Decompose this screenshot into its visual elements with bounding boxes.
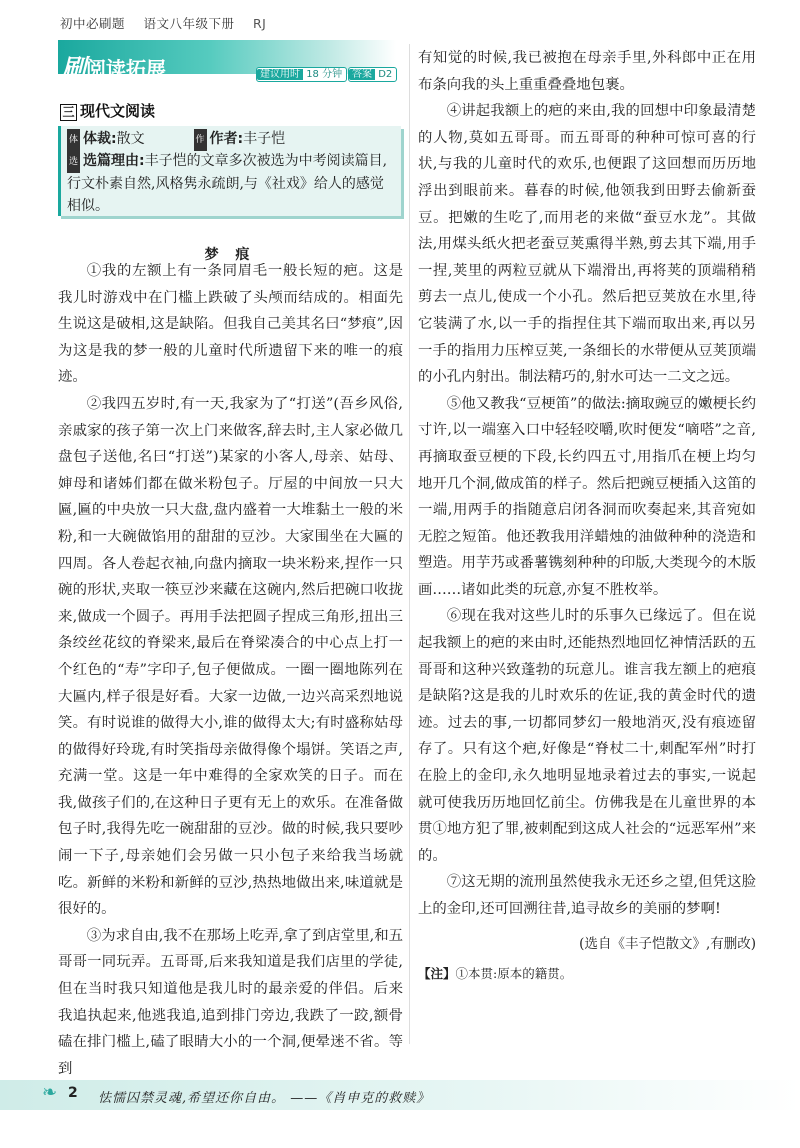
answer-label: 答案 [349,69,375,80]
brand-char: 刷 [62,54,86,82]
edition-label: RJ [253,16,267,31]
paragraph-3: ③为求自由,我不在那场上吃弄,拿了到店堂里,和五哥哥一同玩弄。五哥哥,后来我知道是我们店里的学徒,但在当时我只知道他是我儿时的最亲爱的伴侣。后来我追执起来,他逃我追,追到排门旁边,我跌了一跤,额骨磕在排门槛上,磕了眼睛大小的一个洞,便晕迷不省。等到 [58,927,403,1077]
banner-brand [62,48,166,83]
series-name: 初中必刷题 [60,16,126,31]
genre-label: 体裁: [83,131,117,147]
right-column [418,45,756,988]
footnote [418,961,756,988]
column-divider [409,44,410,1044]
paragraph-2: ②我四五岁时,有一天,我家为了“打送”(吾乡风俗,亲戚家的孩子第一次上门来做客,辞去时,主人家必做几盘包子送他,名曰“打送”)某家的小客人,母亲、姑母、婶母和诸姊们都在做米粉包子。厅屋的中间放一只大匾,匾的中央放一只大盘,盘内盛着一大堆黏土一般的米粉,和一大碗做馅用的甜甜的豆沙。大家围坐在大匾的四周。各人卷起衣袖,向盘内摘取一块米粉来,捏作一只碗的形状,夹取一筷豆沙来藏在这碗内,然后把碗口收拢来,做成一个圆子。再用手法把圆子捏成三角形,扭出三条绞丝花纹的脊梁来,最后在脊梁凑合的中心点上打一个红色的“寿”字印子,包子便做成。一圈一圈地陈列在大匾内,样子很是好看。大家一边做,一边兴高采烈地说笑。有时说谁的做得大小,谁的做得太大;有时盛称姑母的做得好玲珑,有时笑指母亲做得像个塌饼。笑语之声,充满一堂。这是一年中难得的全家欢笑的日子。而在我,做孩子们的,在这种日子更有无上的欢乐。在准备做包子时,我得先吃一碗甜甜的豆沙。做的时候,我只要吵闹一下子,母亲她们会另做一只小包子来给我当场就吃。新鲜的米粉和新鲜的豆沙,热热地做出来,味道就是很好的。 [58,395,403,918]
reason-line [67,150,397,217]
section-number: 三 [60,104,77,121]
answer-value: D2 [378,69,393,80]
paragraph-7: ⑦这无期的流刑虽然使我永无还乡之望,但凭这脸上的金印,还可回溯往昔,追寻故乡的美丽的梦啊! [418,874,756,917]
genre-tag-icon: 体 [67,129,80,151]
leaf-icon: ❧ [42,1082,58,1103]
page-number: 2 [68,1085,78,1101]
info-box [58,126,401,216]
reason-label: 选篇理由: [83,153,145,169]
article-title: 梦 痕 [204,247,256,263]
reason-tag-icon: 选 [67,151,80,173]
paragraph-1: ①我的左额上有一条同眉毛一般长短的疤。这是我儿时游戏中在门槛上跌破了头颅而结成的。相面先生说这是破相,这是缺陷。但我自己美其名曰“梦痕”,因为这是我的梦一般的儿童时代所遗留下来的唯一的痕迹。 [58,263,403,386]
author-label: 作者: [209,131,244,147]
paragraph-4: ④讲起我额上的疤的来由,我的回想中印象最清楚的人物,莫如五哥哥。而五哥哥的种种可惊可喜的行状,与我的儿童时代的欢乐,也便跟了这回想而历历地浮出到眼前来。暮春的时候,他领我到田野去偷新蚕豆。把嫩的生吃了,而用老的来做“蚕豆水龙”。其做法,用煤头纸火把老蚕豆荚熏得半熟,剪去其下端,用手一捏,荚里的两粒豆就从下端滑出,再将荚的顶端稍稍剪去一点儿,使成一个小孔。然后把豆荚放在水里,待它装满了水,以一手的指捏住其下端而取出来,再以另一手的指用力压榨豆荚,一条细长的水带便从豆荚顶端的小孔内射出。制法精巧的,射水可达一二文之远。 [418,103,756,386]
genre-value: 散文 [116,131,145,147]
footer-quote: 怯懦囚禁灵魂,希望还你自由。 ——《肖申克的救赎》 [98,1091,431,1106]
brand-title: 阅读拓展 [86,57,166,81]
paragraph-5: ⑤他又教我“豆梗笛”的做法:摘取豌豆的嫩梗长约寸许,以一端塞入口中轻轻咬嚼,吹时便发“嘀嗒”之音,再摘取蚕豆梗的下段,长约四五寸,用指爪在梗上均匀地开几个洞,做成笛的样子。然后把豌豆梗插入这笛的一端,用两手的指随意启闭各洞而吹奏起来,其音宛如无腔之短笛。他还教我用洋蜡烛的油做种种的浇造和塑造。用芋艿或番薯镌刻种种的印版,大类现今的木版画……诸如此类的玩意,亦复不胜枚举。 [418,395,756,598]
note-label: 【注】 [418,966,456,982]
time-label: 建议用时 [257,69,303,80]
reason-text: 丰子恺的文章多次被选为中考阅读篇目,行文朴素自然,风格隽永疏朗,与《社戏》给人的感觉相似。 [67,153,388,214]
answer-pill [348,67,397,82]
author-tag-icon: 作 [194,129,207,151]
time-pill [256,67,347,82]
section-title: 现代文阅读 [80,102,156,120]
note-text: ①本贯:原本的籍贯。 [455,966,573,982]
paragraph-3-continued: 有知觉的时候,我已被抱在母亲手里,外科郎中正在用布条向我的头上重重叠叠地包裹。 [418,50,756,93]
genre-author-line [67,128,397,151]
left-column [58,258,403,1082]
book-name: 语文八年级下册 [143,16,235,31]
paragraph-6: ⑥现在我对这些儿时的乐事久已缘远了。但在说起我额上的疤的来由时,还能热烈地回忆神情活跃的五哥哥和这种兴致蓬勃的玩意儿。谁言我左额上的疤痕是缺陷?这是我的儿时欢乐的佐证,我的黄金时代的遗迹。过去的事,一切都同梦幻一般地消灭,没有痕迹留存了。只有这个疤,好像是“脊杖二十,刺配军州”时打在脸上的金印,永久地明显地录着过去的事实,一说起就可使我历历地回忆前尘。仿佛我是在儿童世界的本贯①地方犯了罪,被刺配到这成人社会的“远恶军州”来的。 [418,608,756,864]
time-value: 18 分钟 [306,69,343,80]
author-value: 丰子恺 [243,131,286,147]
source-citation: (选自《丰子恺散文》,有删改) [579,935,756,952]
running-header [60,14,280,32]
section-heading [60,100,155,121]
